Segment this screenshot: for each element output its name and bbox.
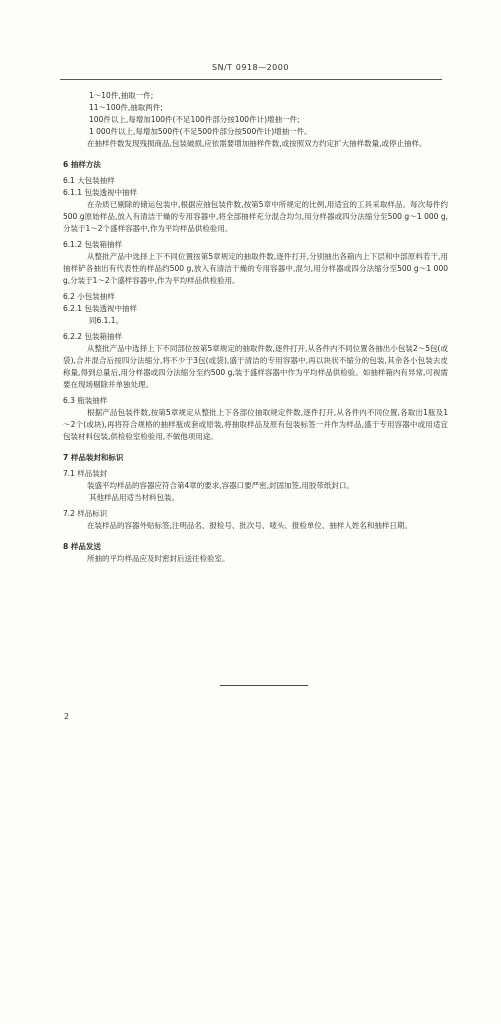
text-line: 从整批产品中选择上下不同位置按第5章规定的抽取件数,逐件打开,分别抽出各箱内上下层和中部原料若干,用抽样铲各抽出有代表性的样品约500 g,放入有清洁干燥的专用容器中,混匀,用分样器或四分法缩分至500 g～1 000 g,分装于1～2个盛样容器中,作为平均样品供检验用。 <box>63 252 448 285</box>
text-line: 6 抽样方法 <box>63 160 101 169</box>
text-line: 1～10件,抽取一件; <box>89 91 154 100</box>
text-line: 6.2 小包装抽样 <box>63 292 115 301</box>
document-body <box>63 90 448 565</box>
text-line: 6.1.2 包装箱抽样 <box>63 240 122 249</box>
text-line: 根据产品包装件数,按第5章规定从整批上下各部位抽取规定件数,逐件打开,从各件内不同位置,各取出1瓶及1～2个(或块),再将符合规格的抽样瓶成套或原装,将抽取样品及原有包装标签一并作为样品,盛于专用容器中或用适宜包装材料包装,供检验室检验用,不做他项用途。 <box>63 408 448 441</box>
text-line: 6.2.2 包装箱抽样 <box>63 332 122 341</box>
text-line: 从整批产品中选择上下不同部位按第5章规定的抽取件数,逐件打开,从各件内不同位置各抽出小包装2～5包(或袋),合并混合后按四分法缩分,将不少于3包(或袋),盛于清洁的专用容器中,再以块状不缩分的包装,其余各小包装去皮称量,得到总量后,用分样器或四分法缩分至约500 g,装于盛样容器中作为平均样品供检验。如抽样箱内有异常,可视需要在现场剔除并单独处理。 <box>63 344 448 389</box>
text-line: 同6.1.1。 <box>89 316 124 325</box>
text-line: 6.3 瓶装抽样 <box>63 396 108 405</box>
text-line: 7.1 样品装封 <box>63 469 108 478</box>
text-line: 在杂质已剔除的储运包装中,根据应抽包装件数,按第5章中所规定的比例,用适宜的工具采取样品。每次每件约500 g原始样品,放入有清洁干燥的专用容器中,将全部抽样充分混合均匀,用分样器或四分法缩分至500 g～1 000 g,分装于1～2个盛样容器中,作为平均样品供检验用。 <box>63 200 448 233</box>
text-line: 100件以上,每增加100件(不足100件部分按100件计)增抽一件; <box>89 115 300 124</box>
text-line: 7 样品装封和标识 <box>63 453 124 462</box>
page-number: 2 <box>64 712 70 721</box>
header-rule <box>60 79 442 80</box>
text-line: 装盛平均样品的容器应符合第4章的要求,容器口要严密,封固加签,用胶带纸封口。 <box>87 481 354 490</box>
text-line: 6.1 大包装抽样 <box>63 176 115 185</box>
text-line: 所抽的平均样品应及时密封后送往检验室。 <box>87 554 230 563</box>
text-line: 6.1.1 包装透视中抽样 <box>63 188 137 197</box>
text-line: 8 样品发送 <box>63 542 101 551</box>
end-rule <box>220 685 308 686</box>
text-line: 在装样品的容器外贴标签,注明品名、报检号、批次号、唛头、报检单位、抽样人姓名和抽样日期。 <box>87 521 412 530</box>
text-line: 在抽样件数发现残损商品,包装破损,应依需要增加抽样件数,或按照双方约定扩大抽样数量,或停止抽样。 <box>87 139 427 148</box>
text-line: 其他样品用适当材料包装。 <box>89 493 179 502</box>
text-line: 1 000件以上,每增加500件(不足500件部分按500件计)增抽一件。 <box>89 127 312 136</box>
standard-code-header: SN/T 0918—2000 <box>212 63 289 72</box>
text-line: 7.2 样品标识 <box>63 509 108 518</box>
text-line: 11～100件,抽取两件; <box>89 103 163 112</box>
text-line: 6.2.1 包装透视中抽样 <box>63 304 137 313</box>
